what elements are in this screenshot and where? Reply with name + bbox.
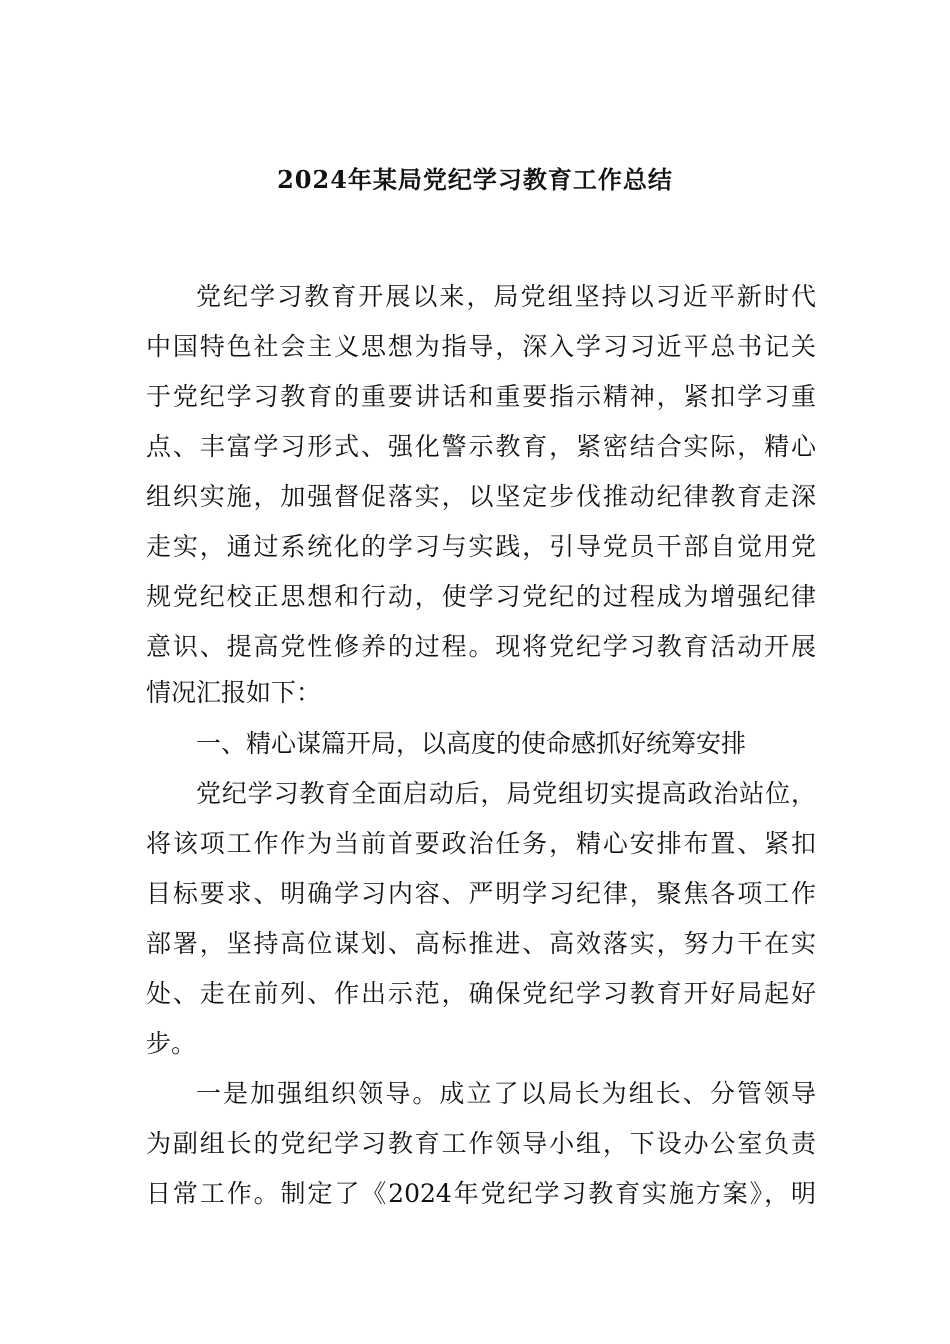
body-line: 部署，坚持高位谋划、高标推进、高效落实，努力干在实 [146,929,816,958]
body-line: 将该项工作作为当前首要政治任务，精心安排布置、紧扣 [146,829,816,858]
body-line: 目标要求、明确学习内容、严明学习纪律，聚焦各项工作 [146,879,816,908]
document-title: 2024年某局党纪学习教育工作总结 [277,165,673,194]
body-line: 党纪学习教育全面启动后，局党组切实提高政治站位， [196,779,816,808]
body-line: 走实，通过系统化的学习与实践，引导党员干部自觉用党 [146,532,816,561]
body-line: 处、走在前列、作出示范，确保党纪学习教育开好局起好 [146,979,816,1008]
body-line: 情况汇报如下： [146,678,322,707]
body-line: 于党纪学习教育的重要讲话和重要指示精神，紧扣学习重 [146,382,816,411]
body-line: 点、丰富学习形式、强化警示教育，紧密结合实际，精心 [146,432,816,461]
body-line: 党纪学习教育开展以来，局党组坚持以习近平新时代 [196,282,816,311]
section-heading: 一、精心谋篇开局，以高度的使命感抓好统筹安排 [196,729,747,758]
body-line: 日常工作。制定了《2024年党纪学习教育实施方案》，明 [146,1179,816,1208]
body-line: 中国特色社会主义思想为指导，深入学习习近平总书记关 [146,332,816,361]
body-line: 意识、提高党性修养的过程。现将党纪学习教育活动开展 [146,632,816,661]
body-line: 一是加强组织领导。成立了以局长为组长、分管领导 [196,1079,816,1108]
body-line: 步。 [146,1029,197,1058]
body-line: 为副组长的党纪学习教育工作领导小组，下设办公室负责 [146,1129,816,1158]
body-line: 规党纪校正思想和行动，使学习党纪的过程成为增强纪律 [146,582,816,611]
body-line: 组织实施，加强督促落实，以坚定步伐推动纪律教育走深 [146,482,816,511]
